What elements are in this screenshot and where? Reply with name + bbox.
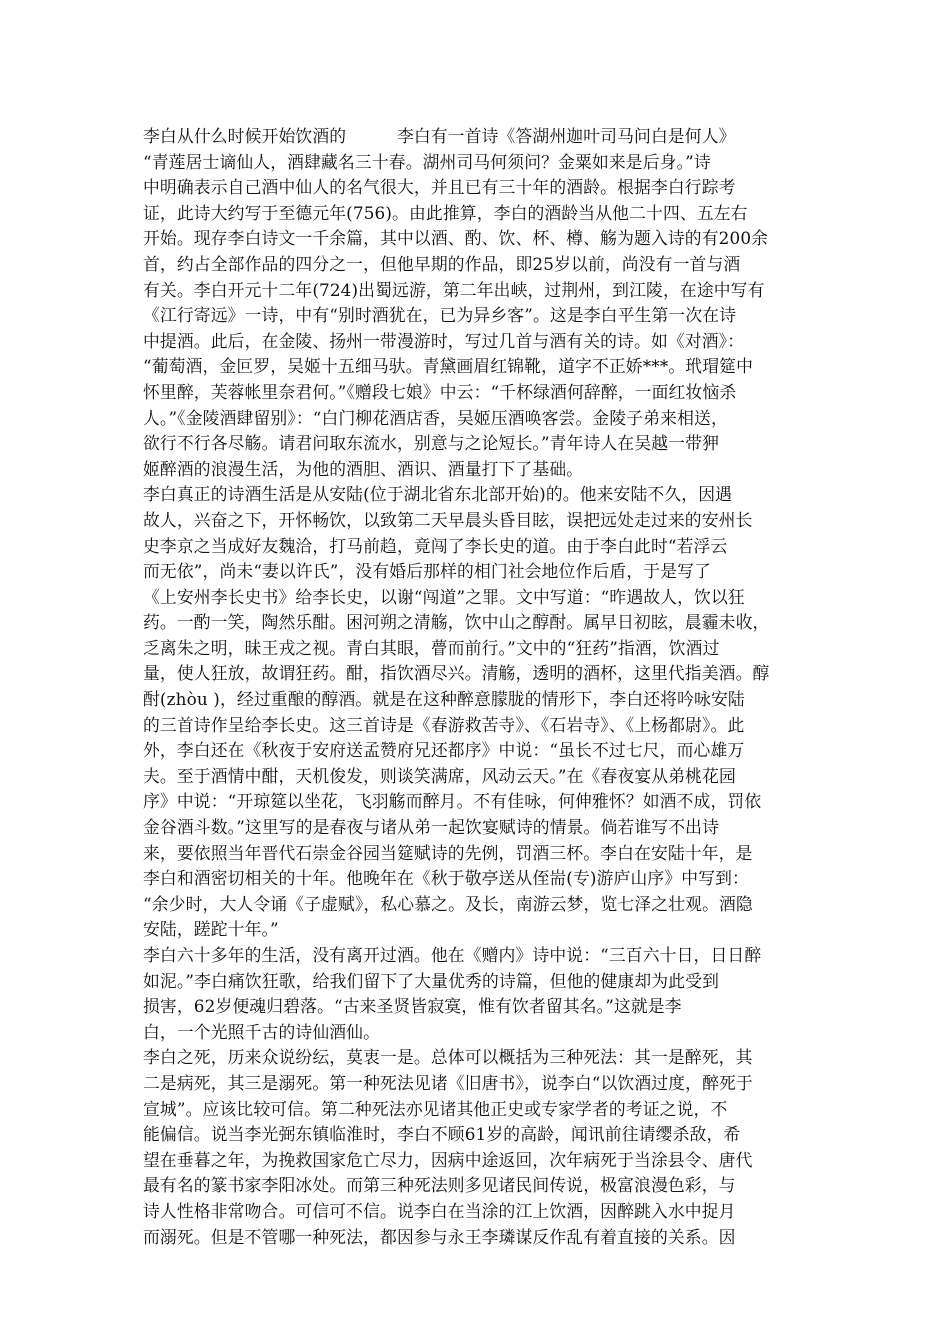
text-line: 金谷酒斗数。”这里写的是春夜与诸从弟一起饮宴赋诗的情景。倘若谁写不出诗	[143, 817, 719, 838]
text-line: 开始。现存李白诗文一千余篇，其中以酒、酌、饮、杯、樽、觞为题入诗的有200余	[143, 228, 769, 249]
text-line: 中提酒。此后，在金陵、扬州一带漫游时，写过几首与酒有关的诗。如《对酒》：	[143, 330, 745, 351]
paragraph	[143, 1045, 815, 1250]
text-line: 李白和酒密切相关的十年。他晚年在《秋于敬亭送从侄耑(专)游庐山序》中写到：	[143, 868, 749, 889]
text-line: 《江行寄远》一诗，中有“别时酒犹在，已为异乡客”。这是李白平生第一次在诗	[143, 305, 737, 326]
text-line: 二是病死，其三是溺死。第一种死法见诸《旧唐书》，说李白“以饮酒过度，醉死于	[143, 1072, 753, 1093]
text-line: 乏离朱之明，昧王戎之视。青白其眼，瞢而前行。”文中的“狂药”指酒，饮酒过	[143, 637, 720, 658]
text-line: 而无依”，尚未“妻以许氏”，没有婚后那样的相门社会地位作后盾，于是写了	[143, 561, 711, 582]
text-line: 白，一个光照千古的诗仙酒仙。	[143, 1021, 381, 1042]
text-line: 酎(zhòu )，经过重酿的醇酒。就是在这种醉意朦胧的情形下，李白还将吟咏安陆	[143, 689, 745, 710]
paragraph	[143, 482, 815, 943]
text-line: 序》中说：“开琼筵以坐花，飞羽觞而醉月。不有佳咏，何伸雅怀？如酒不成，罚依	[143, 791, 762, 812]
text-line: 李白之死，历来众说纷纭，莫衷一是。总体可以概括为三种死法：其一是醉死，其	[143, 1047, 753, 1068]
text-line: 夫。至于酒情中酣，天机俊发，则谈笑满席，风动云天。”在《春夜宴从弟桃花园	[143, 765, 736, 786]
text-line: 首，约占全部作品的四分之一，但他早期的作品，即25岁以前，尚没有一首与酒	[143, 253, 741, 274]
text-line: 故人，兴奋之下，开怀畅饮，以致第二天早晨头昏目眩，误把远处走过来的安州长	[143, 509, 753, 530]
text-line: 如泥。”李白痛饮狂歌，给我们留下了大量优秀的诗篇，但他的健康却为此受到	[143, 970, 719, 991]
text-line: 能偏信。说当李光弼东镇临淮时，李白不顾61岁的高龄，闻讯前往请缨杀敌，希	[143, 1124, 741, 1145]
text-line: 史李京之当成好友魏洽，打马前趋，竟闯了李长史的道。由于李白此时“若浮云	[143, 535, 728, 556]
text-line: 中明确表示自己酒中仙人的名气很大，并且已有三十年的酒龄。根据李白行踪考	[143, 177, 736, 198]
text-line: 量，使人狂放，故谓狂药。酣，指饮酒尽兴。清觞，透明的酒杯，这里代指美酒。醇	[143, 663, 770, 684]
text-line: 宣城”。应该比较可信。第二种死法亦见诸其他正史或专家学者的考证之说，不	[143, 1098, 728, 1119]
paragraph	[143, 124, 815, 482]
text-line: 安陆，蹉跎十年。”	[143, 919, 279, 940]
text-line: 怀里醉，芙蓉帐里奈君何。”《赠段七娘》中云：“千杯绿酒何辞醉，一面红妆恼杀	[143, 381, 737, 402]
text-line: 来，要依照当年晋代石崇金谷园当筵赋诗的先例，罚酒三杯。李白在安陆十年，是	[143, 842, 753, 863]
text-line: 《上安州李长史书》给李长史，以谢“闯道”之罪。文中写道：“昨遇故人，饮以狂	[143, 586, 745, 607]
text-line: 欲行不行各尽觞。请君问取东流水，别意与之论短长。”青年诗人在吴越一带狎	[143, 433, 719, 454]
document-body	[143, 124, 815, 1250]
text-line: 药。一酌一笑，陶然乐酣。困河朔之清觞，饮中山之醇酎。属早日初眩，晨霾未收，	[143, 612, 770, 633]
text-line: 人。”《金陵酒肆留别》：“白门柳花酒店香，吴姬压酒唤客尝。金陵子弟来相送，	[143, 407, 728, 428]
text-line: 李白真正的诗酒生活是从安陆(位于湖北省东北部开始)的。他来安陆不久，因遇	[143, 484, 733, 505]
text-line: 损害，62岁便魂归碧落。“古来圣贤皆寂寞，惟有饮者留其名。”这就是李	[143, 996, 682, 1017]
text-line: 的三首诗作呈给李长史。这三首诗是《春游救苦寺》、《石岩寺》、《上杨都尉》。此	[143, 714, 745, 735]
text-line: 证，此诗大约写于至德元年(756)。由此推算，李白的酒龄当从他二十四、五左右	[143, 202, 748, 223]
text-line: 望在垂暮之年，为挽救国家危亡尽力，因病中途返回，次年病死于当涂县令、唐代	[143, 1149, 753, 1170]
paragraph	[143, 943, 815, 1045]
text-line: “余少时，大人令诵《子虚赋》，私心慕之。及长，南游云梦，览七泽之壮观。酒隐	[143, 893, 753, 914]
text-line: “青莲居士谪仙人，酒肆藏名三十春。湖州司马何须问？金粟如来是后身。”诗	[143, 151, 711, 172]
text-line: 姬醉酒的浪漫生活，为他的酒胆、酒识、酒量打下了基础。	[143, 458, 584, 479]
text-line: 最有名的篆书家李阳冰处。而第三种死法则多见诸民间传说，极富浪漫色彩，与	[143, 1175, 736, 1196]
text-line: 外，李白还在《秋夜于安府送孟赞府兄还都序》中说：“虽长不过七尺，而心雄万	[143, 740, 745, 761]
text-line: 李白六十多年的生活，没有离开过酒。他在《赠内》诗中说：“三百六十日，日日醉	[143, 945, 762, 965]
text-line: “葡萄酒，金叵罗，吴姬十五细马驮。青黛画眉红锦靴，道字不正娇***。玳瑁筵中	[143, 356, 754, 377]
text-line: 有关。李白开元十二年(724)出蜀远游，第二年出峡，过荆州，到江陵，在途中写有	[143, 279, 765, 300]
text-line: 李白从什么时候开始饮酒的 李白有一首诗《答湖州迦叶司马问白是何人》	[143, 126, 736, 146]
text-line: 诗人性格非常吻合。可信可不信。说李白在当涂的江上饮酒，因醉跳入水中捉月	[143, 1200, 736, 1221]
text-line: 而溺死。但是不管哪一种死法，都因参与永王李璘谋反作乱有着直接的关系。因	[143, 1226, 736, 1247]
